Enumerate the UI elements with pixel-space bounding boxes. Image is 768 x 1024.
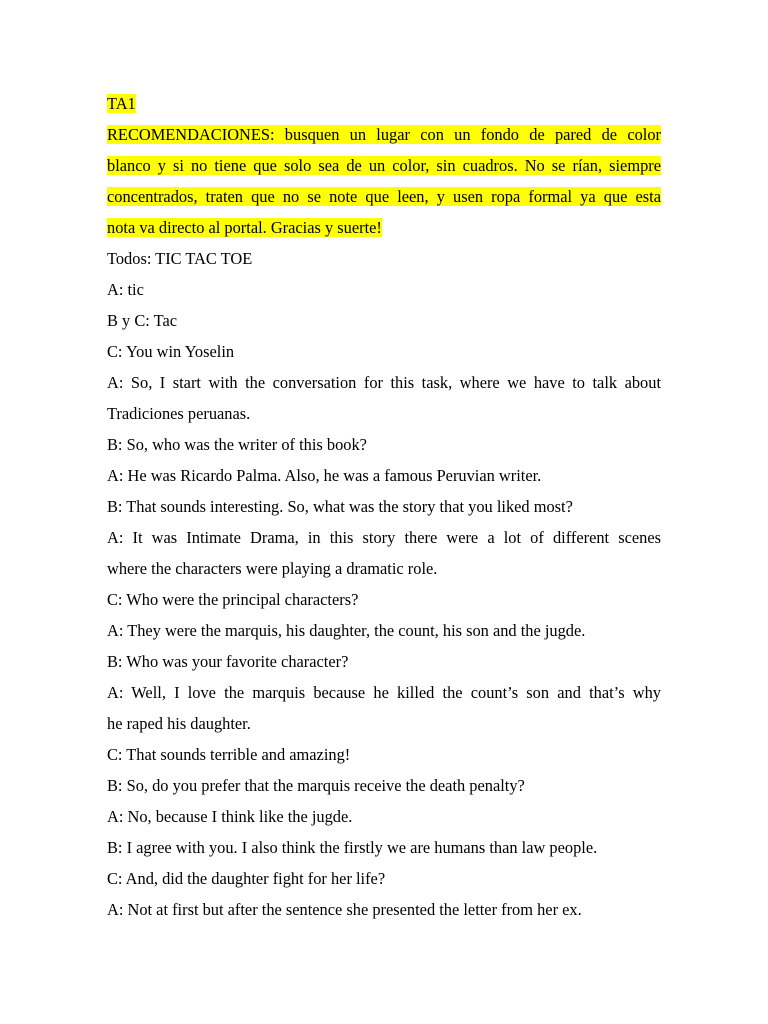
recommendations-line-2: blanco y si no tiene que solo sea de un color, sin cuadros. No se rían, siempre: [107, 156, 661, 175]
dialogue-line: A: They were the marquis, his daughter, the count, his son and the jugde.: [107, 621, 586, 640]
dialogue-line: B: That sounds interesting. So, what was the story that you liked most?: [107, 497, 573, 516]
dialogue-line: C: Who were the principal characters?: [107, 590, 359, 609]
dialogue-line: B: So, do you prefer that the marquis receive the death penalty?: [107, 776, 525, 795]
dialogue-line: C: You win Yoselin: [107, 342, 235, 361]
dialogue-line: C: That sounds terrible and amazing!: [107, 745, 351, 764]
dialogue-line: C: And, did the daughter fight for her life?: [107, 869, 386, 888]
dialogue-line: A: So, I start with the conversation for this task, where we have to talk about: [107, 373, 661, 392]
document-title: TA1: [107, 94, 136, 113]
dialogue-line: B y C: Tac: [107, 311, 178, 330]
dialogue-line: he raped his daughter.: [107, 714, 251, 733]
recommendations-line-4: nota va directo al portal. Gracias y suerte!: [107, 218, 382, 237]
recommendations-line-1: RECOMENDACIONES: busquen un lugar con un fondo de pared de color: [107, 125, 661, 144]
dialogue-line: Todos: TIC TAC TOE: [107, 249, 253, 268]
dialogue-line: A: No, because I think like the jugde.: [107, 807, 353, 826]
dialogue-line: A: Not at first but after the sentence she presented the letter from her ex.: [107, 900, 582, 919]
document-page: [107, 88, 661, 925]
dialogue-line: B: I agree with you. I also think the firstly we are humans than law people.: [107, 838, 598, 857]
dialogue-line: A: Well, I love the marquis because he killed the count’s son and that’s why: [107, 683, 661, 702]
dialogue-line: A: It was Intimate Drama, in this story there were a lot of different scenes: [107, 528, 661, 547]
dialogue-line: B: Who was your favorite character?: [107, 652, 349, 671]
dialogue-line: A: tic: [107, 280, 144, 299]
recommendations-line-3: concentrados, traten que no se note que leen, y usen ropa formal ya que esta: [107, 187, 661, 206]
dialogue-line: where the characters were playing a dramatic role.: [107, 559, 438, 578]
dialogue-line: Tradiciones peruanas.: [107, 404, 251, 423]
dialogue-line: A: He was Ricardo Palma. Also, he was a famous Peruvian writer.: [107, 466, 542, 485]
dialogue-line: B: So, who was the writer of this book?: [107, 435, 367, 454]
